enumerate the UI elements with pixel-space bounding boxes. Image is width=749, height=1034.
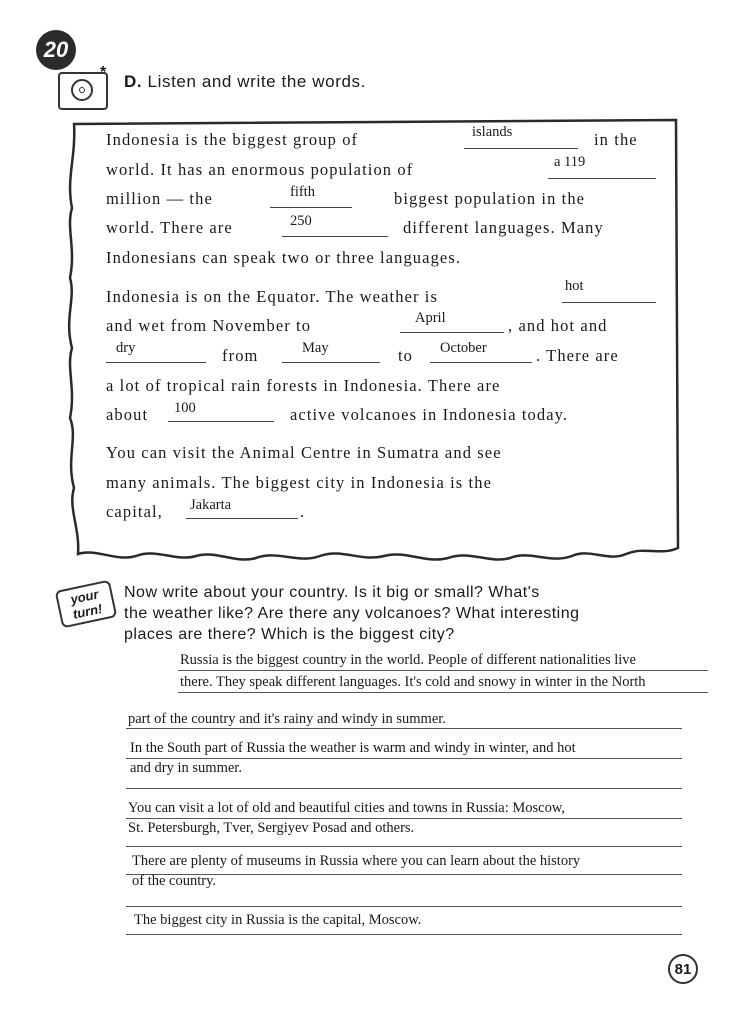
writing-line [178,670,708,671]
writing-line [126,758,682,759]
writing-line [126,728,682,729]
passage-line: world. It has an enormous population of [106,160,414,179]
answer-100: 100 [174,400,196,416]
answer-250: 250 [290,213,312,229]
answer-blank[interactable] [282,344,380,363]
answer-line: and dry in summer. [130,760,242,776]
page-number: 81 [668,954,698,984]
writing-line [178,692,708,693]
answer-october: October [440,340,487,356]
writing-line [126,818,682,819]
passage-line: different languages. Many [403,218,604,237]
your-turn-badge [55,580,118,629]
passage-line: million — the [106,189,213,208]
writing-line [126,934,682,935]
passage-line: capital, [106,502,163,521]
passage-line: and wet from November to [106,316,312,335]
passage-line: from [222,346,259,365]
text-panel-frame [60,118,690,568]
answer-islands: islands [472,124,513,140]
answer-may: May [302,340,329,356]
passage-line: Indonesia is on the Equator. The weather is [106,287,439,306]
unit-number-badge: 20 [36,30,76,70]
passage-line: many animals. The biggest city in Indonesia is the [106,473,493,492]
star-icon: * [100,64,107,81]
prompt-line: the weather like? Are there any volcanoes? What interesting [124,605,580,622]
answer-april: April [415,310,446,326]
writing-line [126,846,682,847]
passage-line: , and hot and [508,316,608,335]
passage-line: a lot of tropical rain forests in Indonesia. There are [106,376,501,395]
answer-line: Russia is the biggest country in the world. People of different nationalities live [180,652,636,668]
task-letter: D. [124,72,143,91]
passage-line: Indonesia is the biggest group of [106,130,359,149]
answer-line: part of the country and it's rainy and windy in summer. [128,711,446,727]
passage-line: biggest population in the [394,189,586,208]
passage-line: Indonesians can speak two or three languages. [106,248,462,267]
passage-line: about [106,405,149,424]
your-turn-line2: turn! [71,600,104,622]
prompt-line: Now write about your country. Is it big or small? What's [124,584,540,601]
answer-line: The biggest city in Russia is the capital, Moscow. [134,912,422,928]
task-instruction: Listen and write the words. [147,72,366,91]
task-title [124,72,366,92]
answer-fifth: fifth [290,184,315,200]
passage-line: . There are [536,346,619,365]
answer-dry: dry [116,340,136,356]
answer-line: St. Petersburgh, Tver, Sergiyev Posad and others. [128,820,415,836]
answer-line: of the country. [132,873,217,889]
prompt-line: places are there? Which is the biggest city? [124,626,455,643]
writing-line [126,788,682,789]
answer-line: there. They speak different languages. It's cold and snowy in winter in the North [180,674,646,690]
passage-line: in the [594,130,638,149]
answer-line: You can visit a lot of old and beautiful cities and towns in Russia: Moscow, [128,800,565,816]
passage-line: active volcanoes in Indonesia today. [290,405,569,424]
writing-line [126,906,682,907]
answer-hot: hot [565,278,584,294]
answer-population: a 119 [554,154,586,170]
answer-jakarta: Jakarta [190,497,232,513]
passage-line: You can visit the Animal Centre in Sumatra and see [106,443,502,462]
passage-line: to [398,346,414,365]
passage-line: . [300,502,306,521]
passage-line: world. There are [106,218,233,237]
answer-line: In the South part of Russia the weather is warm and windy in winter, and hot [130,740,576,756]
your-turn-line1: your [69,586,100,607]
answer-line: There are plenty of museums in Russia where you can learn about the history [132,853,581,869]
